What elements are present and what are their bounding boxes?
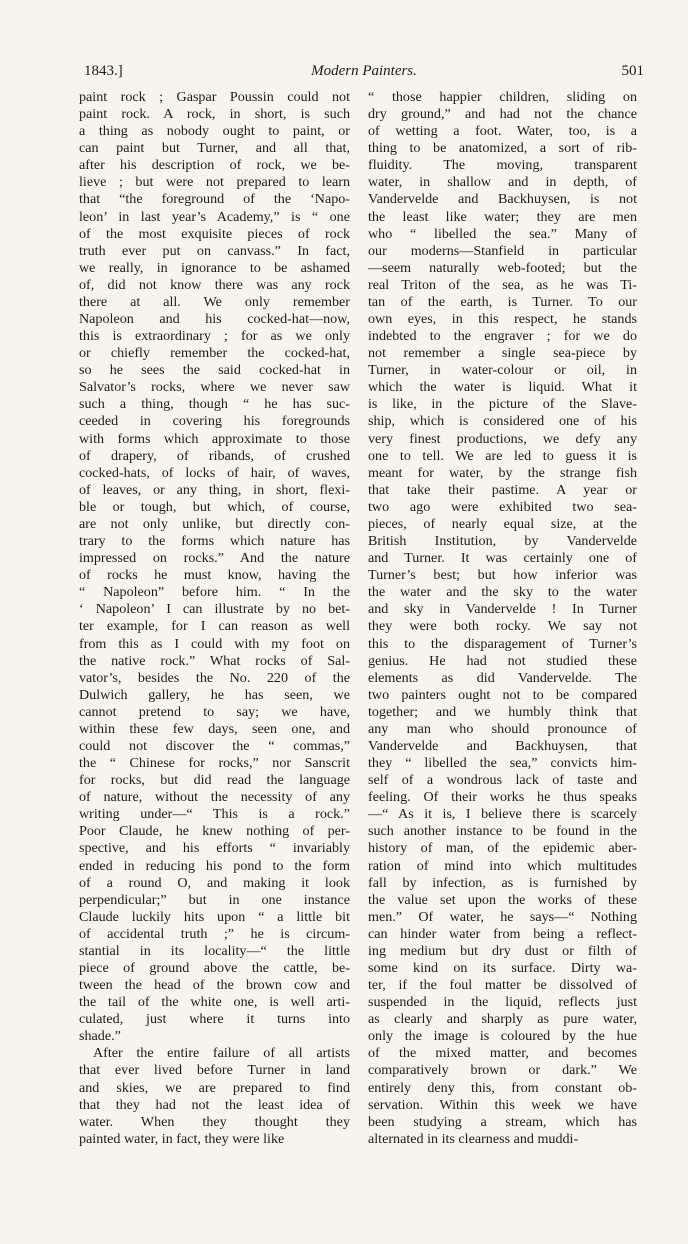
text-line: comparatively brown or dark.” We xyxy=(368,1062,637,1079)
text-line: can hinder water from being a reflect- xyxy=(368,925,637,942)
text-line: ration of mind into which multitudes xyxy=(368,857,637,874)
text-line: own eyes, in this respect, he stands xyxy=(368,311,637,328)
text-line: suspended in the liquid, reflects just xyxy=(368,994,637,1011)
text-line: this to the disparagement of Turner’s xyxy=(368,635,637,652)
text-line: the least like water; they are men xyxy=(368,208,637,225)
text-line: fluidity. The moving, transparent xyxy=(368,157,637,174)
text-line: Vandervelde and Backhuysen, that xyxy=(368,737,637,754)
text-line: together; and we humbly think that xyxy=(368,703,637,720)
text-line: can paint but Turner, and all that, xyxy=(79,140,350,157)
text-line: that ever lived before Turner in land xyxy=(79,1062,350,1079)
page-number: 501 xyxy=(621,63,644,79)
text-line: ing medium but dry dust or filth of xyxy=(368,942,637,959)
text-line: been studying a stream, which has xyxy=(368,1113,637,1130)
text-line: meant for water, by the strange fish xyxy=(368,464,637,481)
text-line: “ Napoleon” before him. “ In the xyxy=(79,584,350,601)
text-line: paint rock ; Gaspar Poussin could not xyxy=(79,89,350,105)
text-line: there at all. We only remember xyxy=(79,293,350,310)
text-line: Dulwich gallery, he has seen, we xyxy=(79,686,350,703)
text-line: our moderns—Stanfield in particular xyxy=(368,242,637,259)
text-line: that “the foreground of the ‘Napo- xyxy=(79,191,350,208)
text-line: ship, which is considered one of his xyxy=(368,413,637,430)
text-line: ‘ Napoleon’ I can illustrate by no bet- xyxy=(79,601,350,618)
text-line: shade.” xyxy=(79,1028,121,1045)
text-line: culated, just where it turns into xyxy=(79,1011,350,1028)
text-line: of the most exquisite pieces of rock xyxy=(79,225,350,242)
text-line: the value set upon the works of these xyxy=(368,891,637,908)
text-line: lieve ; but were not prepared to learn xyxy=(79,174,350,191)
text-line: entirely deny this, from constant ob- xyxy=(368,1079,637,1096)
text-line: for rocks, but did read the language xyxy=(79,772,350,789)
text-line: that they had not the least idea of xyxy=(79,1096,350,1113)
text-line: of a round O, and making it look xyxy=(79,874,350,891)
text-line: leon’ in last year’s Academy,” is “ one xyxy=(79,208,350,225)
text-line: writing under—“ This is a rock.” xyxy=(79,806,350,823)
text-line: spective, and his efforts “ invariably xyxy=(79,840,350,857)
text-line: so he sees the said cocked-hat in xyxy=(79,362,350,379)
text-line: such another instance to be found in the xyxy=(368,823,637,840)
text-line: ter example, for I can reason as well xyxy=(79,618,350,635)
text-line: that take their pastime. A year or xyxy=(368,481,637,498)
text-line: two ago were exhibited two sea- xyxy=(368,498,637,515)
text-line: Turner’s best; but how inferior was xyxy=(368,567,637,584)
text-line: one to tell. We are led to guess it is xyxy=(368,447,637,464)
text-line: of accidental truth ;” he is circum- xyxy=(79,925,350,942)
text-line: indebted to the engraver ; for we do xyxy=(368,328,637,345)
text-line: who “ libelled the sea.” Many of xyxy=(368,225,637,242)
text-line: of drapery, of ribands, of crushed xyxy=(79,447,350,464)
text-line: and skies, we are prepared to find xyxy=(79,1079,350,1096)
text-line: or chiefly remember the cocked-hat, xyxy=(79,345,350,362)
right-text-column xyxy=(368,89,637,1148)
text-line: self of a wondrous lack of taste and xyxy=(368,772,637,789)
text-line: dry ground,” and had not the chance xyxy=(368,106,637,123)
text-line: “ those happier children, sliding on xyxy=(368,89,637,105)
text-line: as clearly and sharply as pure water, xyxy=(368,1011,637,1028)
text-line: could not discover the “ commas,” xyxy=(79,737,350,754)
text-line: cannot pretend to say; we have, xyxy=(79,703,350,720)
text-line: men.” Of water, he says—“ Nothing xyxy=(368,908,637,925)
text-line: water, in shallow and in depth, of xyxy=(368,174,637,191)
running-header xyxy=(84,63,644,85)
text-line: pieces, of nearly equal size, at the xyxy=(368,515,637,532)
text-line: the tail of the white one, is well arti- xyxy=(79,994,350,1011)
text-line: of, did not know there was any rock xyxy=(79,276,350,293)
text-line: the native rock.” What rocks of Sal- xyxy=(79,652,350,669)
text-line: tween the head of the brown cow and xyxy=(79,977,350,994)
text-line: such a thing, though “ he has suc- xyxy=(79,396,350,413)
text-line: the “ Chinese for rocks,” nor Sanscrit xyxy=(79,755,350,772)
text-line: ceeded in covering his foregrounds xyxy=(79,413,350,430)
text-line: of the mixed matter, and becomes xyxy=(368,1045,637,1062)
text-line: paint rock. A rock, in short, is such xyxy=(79,106,350,123)
text-line: very finest productions, we defy any xyxy=(368,430,637,447)
text-line: stantial in its locality—“ the little xyxy=(79,942,350,959)
text-line: after his description of rock, we be- xyxy=(79,157,350,174)
text-line: is like, in the picture of the Slave- xyxy=(368,396,637,413)
header-year: 1843.] xyxy=(84,63,123,79)
text-line: from this as I could with my foot on xyxy=(79,635,350,652)
left-text-column xyxy=(79,89,350,1148)
header-title: Modern Painters. xyxy=(311,63,417,79)
text-line: of nature, without the necessity of any xyxy=(79,789,350,806)
text-line: they were both rocky. We say not xyxy=(368,618,637,635)
text-line: which the water is liquid. What it xyxy=(368,379,637,396)
text-line: they “ libelled the sea,” convicts him- xyxy=(368,755,637,772)
text-line: of rocks he must know, having the xyxy=(79,567,350,584)
text-line: the water and the sky to the water xyxy=(368,584,637,601)
text-line: painted water, in fact, they were like xyxy=(79,1130,285,1147)
text-line: some kind on its surface. Dirty wa- xyxy=(368,959,637,976)
text-line: vator’s, besides the No. 220 of the xyxy=(79,669,350,686)
text-line: ended in reducing his pond to the form xyxy=(79,857,350,874)
text-line: Claude luckily hits upon “ a little bit xyxy=(79,908,350,925)
text-line: Vandervelde and Backhuysen, is not xyxy=(368,191,637,208)
text-line: thing to be anatomized, a sort of rib- xyxy=(368,140,637,157)
text-line: Turner, in water-colour or oil, in xyxy=(368,362,637,379)
text-line: with forms which approximate to those xyxy=(79,430,350,447)
text-line: British Institution, by Vandervelde xyxy=(368,533,637,550)
text-line: Salvator’s rocks, where we never saw xyxy=(79,379,350,396)
text-line: this is extraordinary ; for as we only xyxy=(79,328,350,345)
text-line: genius. He had not studied these xyxy=(368,652,637,669)
text-line: of leaves, or any thing, in short, flexi- xyxy=(79,481,350,498)
text-line: servation. Within this week we have xyxy=(368,1096,637,1113)
text-line: impressed on rocks.” And the nature xyxy=(79,550,350,567)
text-line: a thing as nobody ought to paint, or xyxy=(79,123,350,140)
text-line: and sky in Vandervelde ! In Turner xyxy=(368,601,637,618)
text-line: real Triton of the sea, as he was Ti- xyxy=(368,276,637,293)
text-line: After the entire failure of all artists xyxy=(93,1045,350,1062)
text-line: truth ever put on canvass.” In fact, xyxy=(79,242,350,259)
text-line: and Turner. It was certainly one of xyxy=(368,550,637,567)
text-line: are not only unlike, but directly con- xyxy=(79,515,350,532)
text-line: any man who should pronounce of xyxy=(368,720,637,737)
text-line: trary to the forms which nature has xyxy=(79,533,350,550)
text-line: of wetting a foot. Water, too, is a xyxy=(368,123,637,140)
text-line: fall by infection, as is furnished by xyxy=(368,874,637,891)
text-line: —seem naturally web-footed; but the xyxy=(368,259,637,276)
text-line: Napoleon and his cocked-hat—now, xyxy=(79,311,350,328)
text-line: piece of ground above the cattle, be- xyxy=(79,959,350,976)
text-line: alternated in its clearness and muddi- xyxy=(368,1130,579,1147)
text-line: cocked-hats, of locks of hair, of waves, xyxy=(79,464,350,481)
text-line: elements as did Vandervelde. The xyxy=(368,669,637,686)
text-line: —“ As it is, I believe there is scarcely xyxy=(368,806,637,823)
text-line: only the image is coloured by the hue xyxy=(368,1028,637,1045)
text-line: we really, in ignorance to be ashamed xyxy=(79,259,350,276)
text-line: perpendicular;” but in one instance xyxy=(79,891,350,908)
text-line: two painters ought not to be compared xyxy=(368,686,637,703)
text-line: history of man, of the epidemic aber- xyxy=(368,840,637,857)
text-line: water. When they thought they xyxy=(79,1113,350,1130)
text-line: feeling. Of their works he thus speaks xyxy=(368,789,637,806)
text-line: Poor Claude, he knew nothing of per- xyxy=(79,823,350,840)
text-line: within these few days, seen one, and xyxy=(79,720,350,737)
text-line: ter, if the foul matter be dissolved of xyxy=(368,977,637,994)
text-line: not remember a single sea-piece by xyxy=(368,345,637,362)
text-line: tan of the earth, is Turner. To our xyxy=(368,293,637,310)
text-line: ble or tough, but which, of course, xyxy=(79,498,350,515)
